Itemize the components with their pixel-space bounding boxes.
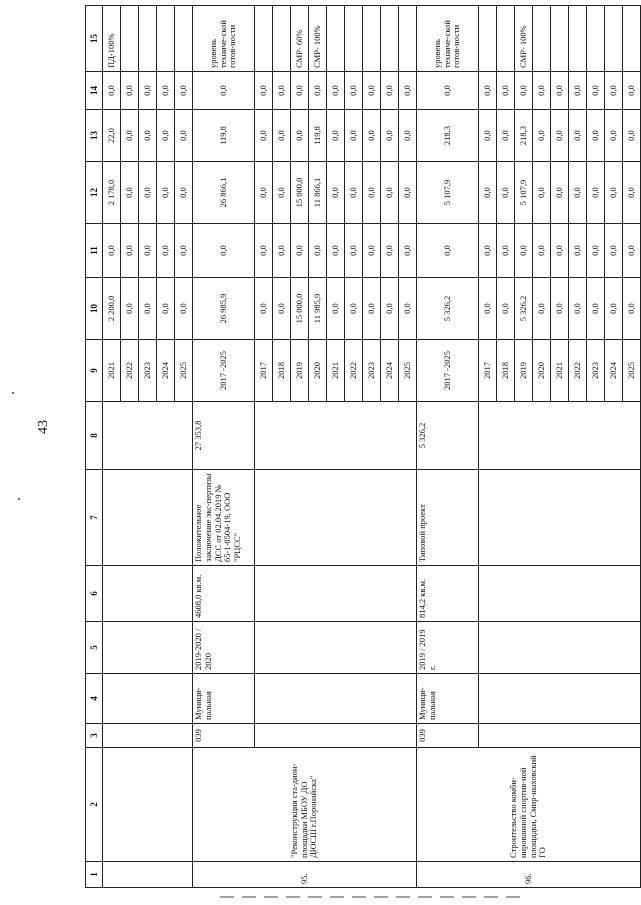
amount-cell: 0,0 (533, 72, 551, 110)
empty-cell (103, 674, 193, 724)
col-header: 13 (86, 110, 103, 162)
amount-cell: 0,0 (497, 110, 515, 162)
readiness-cell (273, 6, 291, 72)
amount-cell: 0,0 (381, 72, 399, 110)
col-header: 12 (86, 162, 103, 224)
readiness-cell (569, 6, 587, 72)
amount-cell: 0,0 (399, 278, 417, 340)
amount-cell: 5 326,2 (417, 278, 479, 340)
readiness-cell (623, 6, 641, 72)
amount-cell: 0,0 (587, 278, 605, 340)
amount-cell: 11 866,1 (309, 162, 327, 224)
amount-cell: 0,0 (255, 110, 273, 162)
empty-cell (479, 724, 641, 748)
empty-cell (479, 622, 641, 674)
amount-cell: 0,0 (363, 224, 381, 278)
amount-cell: 0,0 (175, 110, 193, 162)
amount-cell: 0,0 (623, 224, 641, 278)
col-header: 9 (86, 340, 103, 402)
readiness-cell (399, 6, 417, 72)
col-header: 2 (86, 748, 103, 862)
amount-cell: 0,0 (533, 162, 551, 224)
amount-cell: 0,0 (157, 110, 175, 162)
amount-cell: 0,0 (327, 224, 345, 278)
amount-cell: 0,0 (551, 278, 569, 340)
empty-cell (255, 402, 417, 470)
amount-cell: 0,0 (175, 224, 193, 278)
amount-cell: 0,0 (381, 278, 399, 340)
amount-cell: 0,0 (623, 278, 641, 340)
object-documentation: Типовой проект (417, 470, 479, 566)
year-cell: 2019 (515, 340, 533, 402)
amount-cell: 0,0 (497, 278, 515, 340)
readiness-cell (551, 6, 569, 72)
amount-cell: 0,0 (103, 224, 121, 278)
amount-cell: 0,0 (345, 162, 363, 224)
amount-cell: 0,0 (417, 224, 479, 278)
amount-cell: 0,0 (363, 278, 381, 340)
year-cell: 2017 (479, 340, 497, 402)
amount-cell: 0,0 (479, 72, 497, 110)
table-body (103, 6, 641, 888)
amount-cell: 0,0 (193, 72, 255, 110)
amount-cell: 0,0 (157, 162, 175, 224)
year-cell: 2024 (605, 340, 623, 402)
amount-cell: 0,0 (381, 162, 399, 224)
year-cell: 2024 (381, 340, 399, 402)
amount-cell: 0,0 (479, 162, 497, 224)
amount-cell: 0,0 (327, 110, 345, 162)
object-code: 039 (417, 724, 479, 748)
year-cell: 2023 (139, 340, 157, 402)
empty-cell (255, 724, 417, 748)
amount-cell: 5 107,9 (515, 162, 533, 224)
amount-cell: 0,0 (569, 162, 587, 224)
object-ownership: Муници-пальная (417, 674, 479, 724)
readiness-cell: СМР- 60% (291, 6, 309, 72)
amount-cell: 0,0 (255, 162, 273, 224)
readiness-cell: СМР- 100% (515, 6, 533, 72)
readiness-cell (345, 6, 363, 72)
amount-cell: 0,0 (399, 224, 417, 278)
object-total-row (193, 6, 255, 888)
amount-cell: 0,0 (587, 162, 605, 224)
amount-cell: 0,0 (551, 224, 569, 278)
year-cell: 2020 (533, 340, 551, 402)
amount-cell: 0,0 (291, 72, 309, 110)
amount-cell: 0,0 (103, 72, 121, 110)
amount-cell: 0,0 (551, 162, 569, 224)
year-cell: 2025 (623, 340, 641, 402)
empty-cell (103, 748, 193, 862)
amount-cell: 0,0 (327, 278, 345, 340)
readiness-cell: ПД-100% (103, 6, 121, 72)
rotated-table-container (85, 6, 636, 888)
amount-cell: 0,0 (381, 110, 399, 162)
column-number-row (86, 6, 103, 888)
amount-cell: 0,0 (533, 224, 551, 278)
amount-cell: 0,0 (569, 110, 587, 162)
amount-cell: 0,0 (175, 162, 193, 224)
amount-cell: 0,0 (255, 278, 273, 340)
object-code: 039 (193, 724, 255, 748)
year-cell: 2021 (327, 340, 345, 402)
amount-cell: 0,0 (587, 224, 605, 278)
amount-cell: 0,0 (605, 162, 623, 224)
amount-cell: 0,0 (551, 110, 569, 162)
col-header: 6 (86, 566, 103, 622)
amount-cell: 0,0 (363, 72, 381, 110)
amount-cell: 0,0 (193, 224, 255, 278)
empty-cell (255, 470, 417, 566)
amount-cell: 11 985,9 (309, 278, 327, 340)
amount-cell: 0,0 (345, 224, 363, 278)
readiness-cell (175, 6, 193, 72)
amount-cell: 0,0 (623, 110, 641, 162)
readiness-cell (255, 6, 273, 72)
amount-cell: 0,0 (623, 162, 641, 224)
amount-cell: 0,0 (363, 162, 381, 224)
year-cell: 2021 (551, 340, 569, 402)
amount-cell: 0,0 (587, 110, 605, 162)
object-number: 96. (417, 862, 641, 888)
amount-cell: 218,3 (417, 110, 479, 162)
amount-cell: 0,0 (157, 224, 175, 278)
readiness-cell (479, 6, 497, 72)
amount-cell: 0,0 (139, 162, 157, 224)
amount-cell: 0,0 (139, 278, 157, 340)
object-period: 2019-2020 / 2020 (193, 622, 255, 674)
scan-speck (18, 498, 20, 500)
readiness-cell (587, 6, 605, 72)
amount-cell: 0,0 (399, 110, 417, 162)
readiness-cell (381, 6, 399, 72)
readiness-cell (497, 6, 515, 72)
readiness-cell: СМР- 100% (309, 6, 327, 72)
col-header: 5 (86, 622, 103, 674)
amount-cell: 0,0 (327, 72, 345, 110)
amount-cell: 0,0 (121, 110, 139, 162)
empty-cell (479, 674, 641, 724)
readiness-cell: уровень техниче-ской готов-ности (193, 6, 255, 72)
amount-cell: 0,0 (273, 72, 291, 110)
empty-cell (255, 566, 417, 622)
year-cell: 2020 (309, 340, 327, 402)
amount-cell: 0,0 (139, 224, 157, 278)
amount-cell: 0,0 (175, 278, 193, 340)
amount-cell: 5 326,2 (515, 278, 533, 340)
object-capacity: 4608,0 кв.м. (193, 566, 255, 622)
readiness-cell (121, 6, 139, 72)
amount-cell: 0,0 (417, 72, 479, 110)
readiness-cell: уровень техниче-ской готов-ности (417, 6, 479, 72)
amount-cell: 26 866,1 (193, 162, 255, 224)
year-cell: 2018 (273, 340, 291, 402)
amount-cell: 2 200,0 (103, 278, 121, 340)
amount-cell: 0,0 (533, 278, 551, 340)
empty-cell (103, 566, 193, 622)
amount-cell: 0,0 (399, 162, 417, 224)
amount-cell: 0,0 (381, 224, 399, 278)
year-cell: 2022 (569, 340, 587, 402)
col-header: 8 (86, 402, 103, 470)
readiness-cell (605, 6, 623, 72)
empty-cell (479, 566, 641, 622)
col-header: 14 (86, 72, 103, 110)
amount-cell: 0,0 (515, 224, 533, 278)
amount-cell: 0,0 (121, 224, 139, 278)
amount-cell: 0,0 (345, 72, 363, 110)
amount-cell: 0,0 (569, 278, 587, 340)
col-header: 3 (86, 724, 103, 748)
amount-cell: 0,0 (479, 278, 497, 340)
year-cell: 2024 (157, 340, 175, 402)
amount-cell: 0,0 (139, 110, 157, 162)
amount-cell: 0,0 (291, 110, 309, 162)
amount-cell: 5 107,9 (417, 162, 479, 224)
col-header: 11 (86, 224, 103, 278)
amount-cell: 0,0 (327, 162, 345, 224)
empty-cell (103, 402, 193, 470)
amount-cell: 0,0 (569, 224, 587, 278)
amount-cell: 0,0 (479, 110, 497, 162)
page-number: 43 (36, 420, 51, 434)
amount-cell: 0,0 (605, 278, 623, 340)
object-cost: 27 353,8 (193, 402, 255, 470)
empty-cell (103, 470, 193, 566)
readiness-cell (327, 6, 345, 72)
amount-cell: 0,0 (121, 278, 139, 340)
amount-cell: 15 000,0 (291, 278, 309, 340)
col-header: 10 (86, 278, 103, 340)
amount-cell: 0,0 (291, 224, 309, 278)
empty-cell (103, 862, 193, 888)
year-cell: 2023 (587, 340, 605, 402)
amount-cell: 0,0 (497, 72, 515, 110)
amount-cell: 22,0 (103, 110, 121, 162)
amount-cell: 0,0 (623, 72, 641, 110)
amount-cell: 119,8 (309, 110, 327, 162)
amount-cell: 0,0 (551, 72, 569, 110)
readiness-cell (157, 6, 175, 72)
amount-cell: 0,0 (121, 72, 139, 110)
scan-artifact-line (220, 896, 520, 898)
object-total-row (417, 6, 479, 888)
empty-cell (479, 470, 641, 566)
amount-cell: 0,0 (363, 110, 381, 162)
object-ownership: Муници-пальная (193, 674, 255, 724)
year-cell: 2021 (103, 340, 121, 402)
investment-objects-table (85, 5, 641, 888)
empty-cell (103, 724, 193, 748)
year-cell: 2017 (255, 340, 273, 402)
amount-cell: 0,0 (139, 72, 157, 110)
amount-cell: 218,3 (515, 110, 533, 162)
readiness-cell (363, 6, 381, 72)
amount-cell: 2 178,0 (103, 162, 121, 224)
object-number: 95. (193, 862, 417, 888)
amount-cell: 0,0 (157, 72, 175, 110)
amount-cell: 0,0 (533, 110, 551, 162)
amount-cell: 0,0 (273, 110, 291, 162)
amount-cell: 0,0 (569, 72, 587, 110)
amount-cell: 0,0 (273, 224, 291, 278)
year-cell: 2019 (291, 340, 309, 402)
amount-cell: 0,0 (121, 162, 139, 224)
object-capacity: 814,2 кв.м. (417, 566, 479, 622)
empty-cell (103, 622, 193, 674)
col-header: 1 (86, 862, 103, 888)
year-cell: 2022 (121, 340, 139, 402)
amount-cell: 0,0 (273, 278, 291, 340)
amount-cell: 0,0 (587, 72, 605, 110)
amount-cell: 0,0 (157, 278, 175, 340)
amount-cell: 0,0 (345, 278, 363, 340)
object-cost: 5 326,2 (417, 402, 479, 470)
col-header: 7 (86, 470, 103, 566)
amount-cell: 0,0 (345, 110, 363, 162)
amount-cell: 0,0 (605, 224, 623, 278)
empty-cell (479, 402, 641, 470)
scan-speck (12, 392, 14, 394)
amount-cell: 0,0 (497, 162, 515, 224)
amount-cell: 119,8 (193, 110, 255, 162)
year-cell: 2022 (345, 340, 363, 402)
year-cell: 2025 (175, 340, 193, 402)
amount-cell: 0,0 (605, 72, 623, 110)
empty-cell (255, 674, 417, 724)
amount-cell: 0,0 (399, 72, 417, 110)
amount-cell: 0,0 (479, 224, 497, 278)
year-cell: 2017 -2025 (417, 340, 479, 402)
amount-cell: 15 000,0 (291, 162, 309, 224)
object-documentation: Положительное заключение экс-пертизы ДСС от 02.04.2019 № 65-1-0504-19, ООО "РЦСС" (193, 470, 255, 566)
year-cell: 2025 (399, 340, 417, 402)
amount-cell: 0,0 (515, 72, 533, 110)
amount-cell: 26 985,9 (193, 278, 255, 340)
year-cell: 2018 (497, 340, 515, 402)
year-cell: 2023 (363, 340, 381, 402)
amount-cell: 0,0 (309, 224, 327, 278)
empty-cell (255, 622, 417, 674)
amount-cell: 0,0 (309, 72, 327, 110)
year-cell: 2017 -2025 (193, 340, 255, 402)
amount-cell: 0,0 (497, 224, 515, 278)
object-name: "Реконструкция ста-дион-площадки МБОУ ДО ДЮСШ г.Поронайска" (193, 748, 417, 862)
readiness-cell (139, 6, 157, 72)
col-header: 15 (86, 6, 103, 72)
amount-cell: 0,0 (255, 72, 273, 110)
amount-cell: 0,0 (255, 224, 273, 278)
readiness-cell (533, 6, 551, 72)
object-name: Строительство комби-нированной спортив-ной площадки, Смир-ныховский ГО (417, 748, 641, 862)
table-row (103, 6, 121, 888)
amount-cell: 0,0 (273, 162, 291, 224)
amount-cell: 0,0 (605, 110, 623, 162)
object-period: 2019 / 2019 г. (417, 622, 479, 674)
col-header: 4 (86, 674, 103, 724)
amount-cell: 0,0 (175, 72, 193, 110)
